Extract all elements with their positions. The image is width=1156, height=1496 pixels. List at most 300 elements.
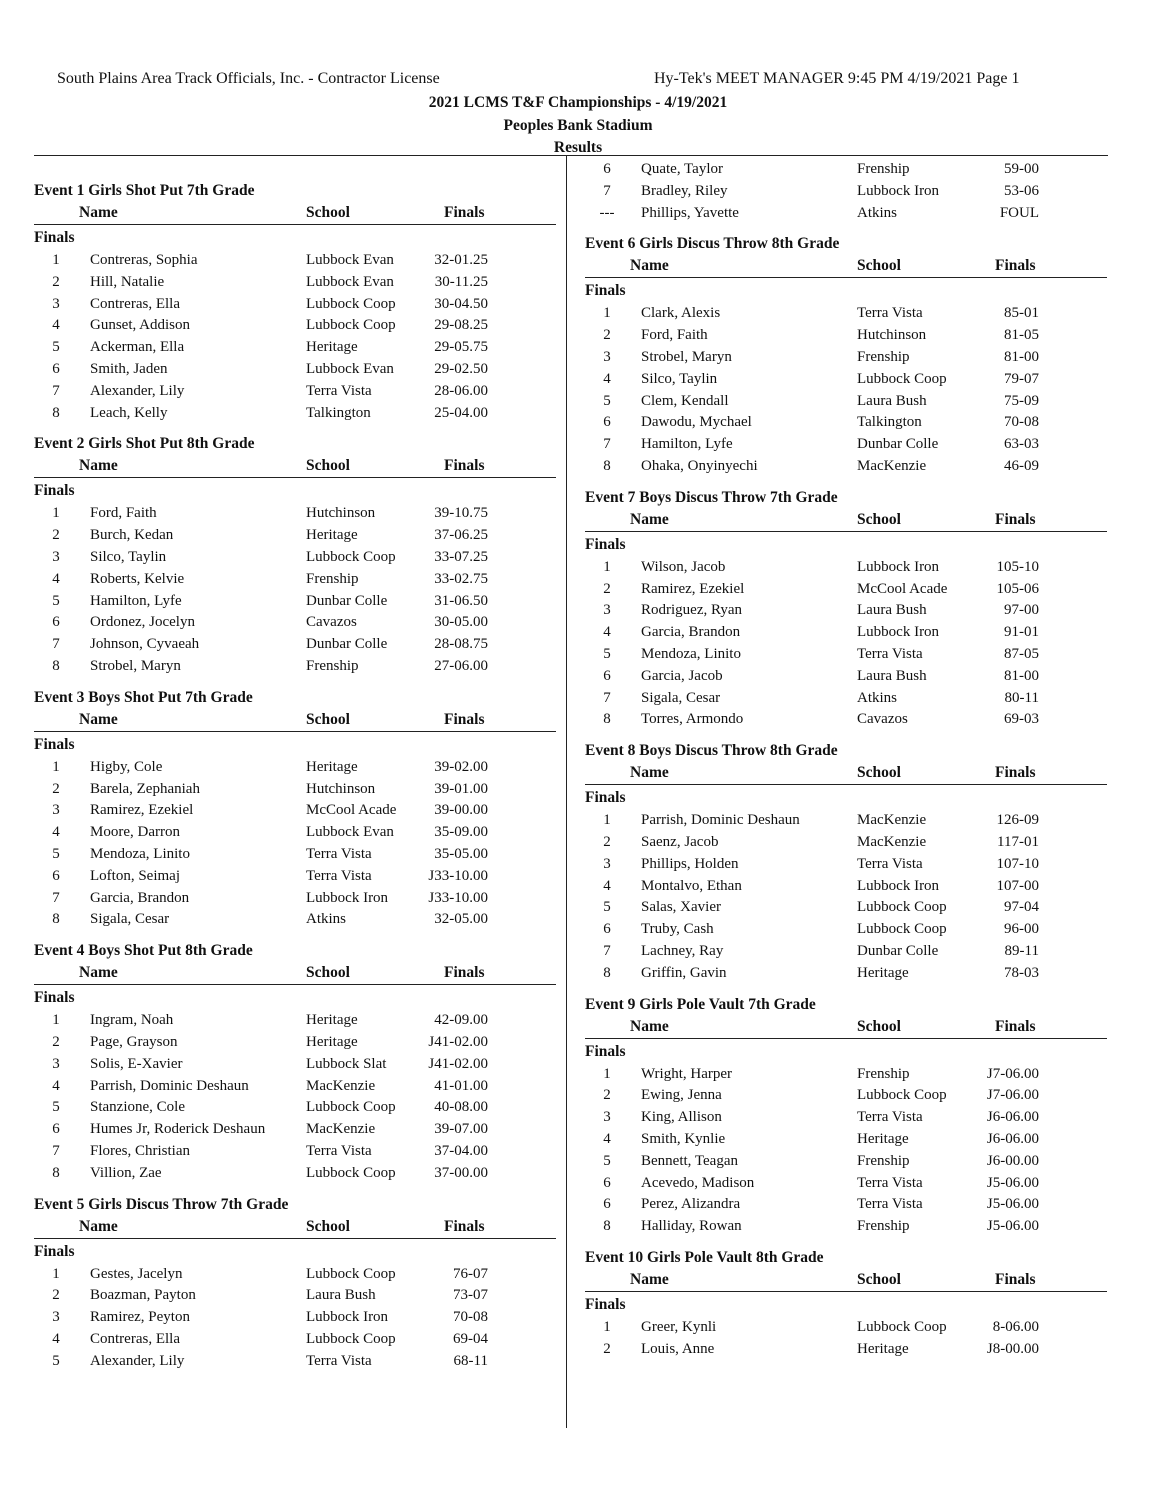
athlete-name-cell: Roberts, Kelvie [90, 570, 185, 587]
place-cell: 6 [603, 1196, 611, 1213]
school-cell: Terra Vista [306, 1352, 372, 1369]
mark-cell: 39-01.00 [434, 780, 488, 797]
place-cell: 7 [603, 942, 611, 959]
result-row [34, 908, 556, 930]
event-column-header [585, 255, 1107, 278]
athlete-name-cell: Griffin, Gavin [641, 964, 727, 981]
mark-cell: 29-05.75 [434, 339, 488, 356]
place-cell: 1 [52, 758, 60, 775]
mark-cell: 76-07 [453, 1265, 488, 1282]
result-row [585, 1172, 1107, 1194]
mark-cell: 30-11.25 [434, 273, 488, 290]
athlete-name-cell: Boazman, Payton [90, 1287, 196, 1304]
mark-cell: J33-10.00 [428, 867, 488, 884]
result-row [585, 346, 1107, 368]
finals-header: Finals [444, 710, 485, 728]
place-cell: 1 [52, 1012, 60, 1029]
result-row [34, 314, 556, 336]
school-cell: Terra Vista [306, 1142, 372, 1159]
result-row [34, 1140, 556, 1162]
athlete-name-cell: Phillips, Holden [641, 855, 739, 872]
athlete-name-cell: Parrish, Dominic Deshaun [641, 812, 800, 829]
school-cell: Laura Bush [306, 1287, 376, 1304]
mark-cell: 37-04.00 [434, 1142, 488, 1159]
mark-cell: J33-10.00 [428, 889, 488, 906]
athlete-name-cell: Higby, Cole [90, 758, 163, 775]
athlete-name-cell: Lofton, Seimaj [90, 867, 180, 884]
school-cell: Lubbock Coop [306, 1164, 396, 1181]
mark-cell: 30-04.50 [434, 295, 488, 312]
mark-cell: 39-00.00 [434, 802, 488, 819]
name-header: Name [79, 1217, 118, 1235]
result-row [34, 590, 556, 612]
school-cell: McCool Acade [306, 802, 397, 819]
event-title: Event 1 Girls Shot Put 7th Grade [34, 182, 255, 199]
place-cell: 5 [52, 592, 60, 609]
school-cell: Laura Bush [857, 602, 927, 619]
place-cell: 6 [603, 667, 611, 684]
athlete-name-cell: Ewing, Jenna [641, 1087, 722, 1104]
place-cell: 7 [603, 436, 611, 453]
place-cell: 5 [52, 339, 60, 356]
event-column-header [34, 962, 556, 985]
place-cell: 4 [52, 1077, 60, 1094]
result-row [34, 1031, 556, 1053]
place-cell: 2 [603, 833, 611, 850]
athlete-name-cell: Perez, Alizandra [641, 1196, 741, 1213]
school-header: School [857, 510, 901, 528]
school-cell: Terra Vista [857, 645, 923, 662]
result-row [585, 896, 1107, 918]
mark-cell: 81-00 [1004, 348, 1039, 365]
school-cell: Dunbar Colle [306, 592, 388, 609]
school-cell: Heritage [857, 1340, 909, 1357]
place-cell: 7 [603, 182, 611, 199]
athlete-name-cell: Dawodu, Mychael [641, 414, 752, 431]
mark-cell: 105-06 [996, 580, 1039, 597]
athlete-name-cell: Ohaka, Onyinyechi [641, 457, 758, 474]
athlete-name-cell: Louis, Anne [641, 1340, 715, 1357]
school-cell: MacKenzie [857, 457, 927, 474]
result-row [34, 1162, 556, 1184]
athlete-name-cell: Humes Jr, Roderick Deshaun [90, 1121, 266, 1138]
result-row [34, 756, 556, 778]
finals-header: Finals [444, 457, 485, 475]
place-cell: 4 [52, 1330, 60, 1347]
athlete-name-cell: Hill, Natalie [90, 273, 165, 290]
place-cell: 3 [52, 548, 60, 565]
school-cell: Terra Vista [857, 855, 923, 872]
result-row [585, 180, 1107, 202]
mark-cell: 29-02.50 [434, 360, 488, 377]
header-divider [34, 155, 1108, 156]
athlete-name-cell: Gestes, Jacelyn [90, 1265, 183, 1282]
name-header: Name [630, 1017, 669, 1035]
mark-cell: 69-04 [453, 1330, 488, 1347]
place-cell: 1 [52, 1265, 60, 1282]
finals-section-label: Finals [585, 282, 626, 300]
school-cell: Terra Vista [857, 1196, 923, 1213]
mark-cell: J5-06.00 [986, 1174, 1039, 1191]
place-cell: 1 [603, 558, 611, 575]
place-cell: 5 [603, 645, 611, 662]
mark-cell: 105-10 [996, 558, 1039, 575]
athlete-name-cell: Bennett, Teagan [641, 1152, 738, 1169]
mark-cell: 70-08 [453, 1309, 488, 1326]
athlete-name-cell: Smith, Jaden [90, 360, 168, 377]
place-cell: 6 [603, 161, 611, 177]
right-column [585, 158, 1107, 1359]
mark-cell: 70-08 [1004, 414, 1039, 431]
result-row [585, 1215, 1107, 1237]
name-header: Name [630, 1270, 669, 1288]
place-cell: 5 [603, 1152, 611, 1169]
mark-cell: 46-09 [1004, 457, 1039, 474]
result-row [34, 633, 556, 655]
place-cell: 4 [603, 370, 611, 387]
event-title: Event 7 Boys Discus Throw 7th Grade [585, 488, 838, 506]
place-cell: 1 [603, 305, 611, 322]
school-cell: Lubbock Coop [306, 1099, 396, 1116]
result-row [34, 1096, 556, 1118]
athlete-name-cell: Alexander, Lily [90, 382, 185, 399]
place-cell: 5 [603, 392, 611, 409]
place-cell: 6 [603, 414, 611, 431]
school-cell: Talkington [306, 404, 371, 421]
school-cell: Terra Vista [306, 867, 372, 884]
result-row [34, 1284, 556, 1306]
athlete-name-cell: Torres, Armondo [641, 711, 744, 728]
athlete-name-cell: Alexander, Lily [90, 1352, 185, 1369]
athlete-name-cell: Mendoza, Linito [641, 645, 741, 662]
school-cell: Cavazos [306, 614, 357, 631]
result-row [585, 621, 1107, 643]
place-cell: 3 [52, 295, 60, 312]
result-row [34, 843, 556, 865]
name-header: Name [79, 964, 118, 982]
finals-section-label: Finals [585, 1295, 626, 1313]
place-cell: 8 [603, 1218, 611, 1235]
result-row [585, 455, 1107, 477]
school-cell: Laura Bush [857, 667, 927, 684]
result-row [34, 502, 556, 524]
school-cell: Dunbar Colle [857, 436, 939, 453]
mark-cell: 80-11 [1004, 689, 1039, 706]
school-cell: Heritage [857, 1130, 909, 1147]
mark-cell: 73-07 [453, 1287, 488, 1304]
athlete-name-cell: Ordonez, Jocelyn [90, 614, 195, 631]
result-row [585, 918, 1107, 940]
school-cell: Frenship [857, 161, 910, 177]
mark-cell: 29-08.25 [434, 317, 488, 334]
school-cell: Terra Vista [857, 1174, 923, 1191]
finals-header: Finals [995, 764, 1036, 782]
name-header: Name [630, 510, 669, 528]
mark-cell: 30-05.00 [434, 614, 488, 631]
school-cell: Lubbock Evan [306, 252, 394, 268]
result-row [585, 556, 1107, 578]
place-cell: 8 [52, 657, 60, 674]
mark-cell: J5-06.00 [986, 1196, 1039, 1213]
mark-cell: J8-00.00 [986, 1340, 1039, 1357]
result-row [34, 336, 556, 358]
school-cell: Laura Bush [857, 392, 927, 409]
result-row [585, 368, 1107, 390]
athlete-name-cell: Bradley, Riley [641, 182, 728, 199]
athlete-name-cell: Lachney, Ray [641, 942, 724, 959]
result-row [34, 865, 556, 887]
result-row [585, 599, 1107, 621]
place-cell: 5 [52, 1099, 60, 1116]
finals-header: Finals [444, 204, 485, 221]
mark-cell: 85-01 [1004, 305, 1039, 322]
finals-section-label: Finals [34, 482, 75, 500]
result-row [585, 809, 1107, 831]
result-row [585, 940, 1107, 962]
mark-cell: 53-06 [1004, 182, 1039, 199]
athlete-name-cell: Flores, Christian [90, 1142, 190, 1159]
school-header: School [857, 1270, 901, 1288]
mark-cell: 96-00 [1004, 921, 1039, 938]
place-cell: 3 [603, 855, 611, 872]
result-row [34, 249, 556, 271]
place-cell: 4 [52, 824, 60, 841]
result-row [34, 380, 556, 402]
result-row [34, 358, 556, 380]
mark-cell: 28-06.00 [434, 382, 488, 399]
mark-cell: 91-01 [1004, 624, 1039, 641]
event-column-header [34, 455, 556, 478]
school-cell: Lubbock Evan [306, 360, 394, 377]
athlete-name-cell: Silco, Taylin [90, 548, 167, 565]
school-cell: Lubbock Coop [306, 1265, 396, 1282]
mark-cell: 126-09 [996, 812, 1039, 829]
result-row [34, 1263, 556, 1285]
athlete-name-cell: Sigala, Cesar [641, 689, 721, 706]
result-row [585, 643, 1107, 665]
athlete-name-cell: Stanzione, Cole [90, 1099, 185, 1116]
header-right: Hy-Tek's MEET MANAGER 9:45 PM 4/19/2021 Page 1 [654, 70, 1020, 87]
school-header: School [306, 964, 350, 982]
school-cell: Cavazos [857, 711, 908, 728]
athlete-name-cell: Saenz, Jacob [641, 833, 719, 850]
mark-cell: 37-00.00 [434, 1164, 488, 1181]
mark-cell: J41-02.00 [428, 1033, 488, 1050]
mark-cell: 32-05.00 [434, 911, 488, 928]
mark-cell: 35-05.00 [434, 845, 488, 862]
school-cell: Atkins [306, 911, 347, 928]
result-row [34, 821, 556, 843]
place-cell: 7 [52, 1142, 60, 1159]
place-cell: 6 [52, 1121, 60, 1138]
result-row [34, 402, 556, 424]
athlete-name-cell: Ramirez, Ezekiel [641, 580, 745, 597]
result-row [34, 1350, 556, 1372]
result-row [585, 708, 1107, 730]
athlete-name-cell: Solis, E-Xavier [90, 1055, 183, 1072]
school-cell: Heritage [306, 527, 358, 544]
result-row [585, 687, 1107, 709]
athlete-name-cell: Strobel, Maryn [641, 348, 732, 365]
athlete-name-cell: Acevedo, Madison [641, 1174, 755, 1191]
school-header: School [306, 710, 350, 728]
column-divider [566, 155, 567, 1428]
place-cell: 3 [52, 1309, 60, 1326]
school-cell: Lubbock Coop [306, 295, 396, 312]
place-cell: 6 [52, 614, 60, 631]
mark-cell: 33-02.75 [434, 570, 488, 587]
athlete-name-cell: Leach, Kelly [90, 404, 168, 421]
athlete-name-cell: Burch, Kedan [90, 527, 174, 544]
place-cell: 1 [52, 505, 60, 522]
mark-cell: 39-07.00 [434, 1121, 488, 1138]
place-cell: 3 [603, 348, 611, 365]
school-cell: Lubbock Coop [857, 370, 947, 387]
mark-cell: 97-00 [1004, 602, 1039, 619]
mark-cell: 81-05 [1004, 327, 1039, 344]
athlete-name-cell: Smith, Kynlie [641, 1130, 726, 1147]
result-row [585, 1316, 1107, 1338]
school-cell: Lubbock Coop [857, 1087, 947, 1104]
left-column [34, 158, 556, 1371]
place-cell: 5 [52, 1352, 60, 1369]
result-row [585, 1063, 1107, 1085]
school-cell: Hutchinson [306, 505, 376, 522]
result-row [34, 655, 556, 677]
mark-cell: 37-06.25 [434, 527, 488, 544]
finals-section-label: Finals [585, 535, 626, 553]
school-cell: Terra Vista [857, 305, 923, 322]
athlete-name-cell: Wilson, Jacob [641, 558, 726, 575]
result-row [585, 853, 1107, 875]
athlete-name-cell: Rodriguez, Ryan [641, 602, 743, 619]
event-title: Event 9 Girls Pole Vault 7th Grade [585, 995, 816, 1013]
mark-cell: 25-04.00 [434, 404, 488, 421]
result-row [585, 202, 1107, 224]
school-cell: Terra Vista [857, 1109, 923, 1126]
mark-cell: 41-01.00 [434, 1077, 488, 1094]
place-cell: 3 [603, 1109, 611, 1126]
mark-cell: 42-09.00 [434, 1012, 488, 1029]
place-cell: 3 [603, 602, 611, 619]
school-cell: Heritage [306, 1012, 358, 1029]
result-row [34, 799, 556, 821]
school-cell: Lubbock Iron [857, 877, 940, 894]
school-cell: Heritage [857, 964, 909, 981]
place-cell: 7 [52, 636, 60, 653]
school-cell: MacKenzie [857, 833, 927, 850]
athlete-name-cell: Garcia, Jacob [641, 667, 723, 684]
place-cell: 8 [52, 1164, 60, 1181]
finals-header: Finals [444, 964, 485, 982]
mark-cell: 27-06.00 [434, 657, 488, 674]
mark-cell: 8-06.00 [992, 1318, 1039, 1335]
athlete-name-cell: Wright, Harper [641, 1065, 733, 1082]
mark-cell: J6-06.00 [986, 1109, 1039, 1126]
place-cell: 8 [603, 964, 611, 981]
school-header: School [857, 764, 901, 782]
school-cell: Lubbock Coop [306, 317, 396, 334]
athlete-name-cell: Johnson, Cyvaeah [90, 636, 200, 653]
event-column-header [585, 762, 1107, 785]
result-row [34, 887, 556, 909]
athlete-name-cell: Salas, Xavier [641, 899, 721, 916]
place-cell: 2 [603, 327, 611, 344]
school-cell: Frenship [857, 1218, 910, 1235]
mark-cell: 39-02.00 [434, 758, 488, 775]
finals-header: Finals [995, 1270, 1036, 1288]
finals-header: Finals [995, 1017, 1036, 1035]
place-cell: 2 [52, 527, 60, 544]
place-cell: 7 [603, 689, 611, 706]
athlete-name-cell: Contreras, Ella [90, 1330, 180, 1347]
mark-cell: J5-06.00 [986, 1218, 1039, 1235]
result-row [585, 1193, 1107, 1215]
result-row [34, 271, 556, 293]
result-row [585, 831, 1107, 853]
athlete-name-cell: Quate, Taylor [641, 161, 723, 177]
place-cell: 6 [603, 921, 611, 938]
mark-cell: 33-07.25 [434, 548, 488, 565]
school-cell: MacKenzie [306, 1121, 376, 1138]
athlete-name-cell: Halliday, Rowan [641, 1218, 742, 1235]
athlete-name-cell: Ford, Faith [641, 327, 708, 344]
athlete-name-cell: Silco, Taylin [641, 370, 718, 387]
athlete-name-cell: Parrish, Dominic Deshaun [90, 1077, 249, 1094]
result-row [585, 158, 1107, 180]
school-cell: Lubbock Coop [306, 1330, 396, 1347]
result-row [34, 1053, 556, 1075]
athlete-name-cell: Moore, Darron [90, 824, 180, 841]
finals-header: Finals [995, 510, 1036, 528]
athlete-name-cell: Clem, Kendall [641, 392, 729, 409]
result-row [34, 611, 556, 633]
school-cell: Dunbar Colle [306, 636, 388, 653]
school-cell: Lubbock Coop [306, 548, 396, 565]
athlete-name-cell: Mendoza, Linito [90, 845, 190, 862]
school-cell: Terra Vista [306, 382, 372, 399]
finals-section-label: Finals [34, 229, 75, 246]
school-cell: Hutchinson [306, 780, 376, 797]
mark-cell: 31-06.50 [434, 592, 488, 609]
school-cell: Frenship [306, 657, 359, 674]
result-row [585, 962, 1107, 984]
place-cell: 2 [52, 780, 60, 797]
result-row [585, 1150, 1107, 1172]
school-cell: Lubbock Iron [857, 624, 940, 641]
mark-cell: 107-00 [996, 877, 1039, 894]
school-cell: Talkington [857, 414, 922, 431]
venue-title: Peoples Bank Stadium [503, 117, 653, 134]
mark-cell: 107-10 [996, 855, 1039, 872]
athlete-name-cell: Contreras, Ella [90, 295, 180, 312]
school-cell: Lubbock Slat [306, 1055, 387, 1072]
school-cell: McCool Acade [857, 580, 948, 597]
place-cell: 4 [52, 570, 60, 587]
result-row [34, 1009, 556, 1031]
mark-cell: 79-07 [1004, 370, 1039, 387]
name-header: Name [630, 764, 669, 782]
school-cell: Lubbock Iron [857, 558, 940, 575]
result-row [585, 578, 1107, 600]
mark-cell: 117-01 [997, 833, 1039, 850]
athlete-name-cell: Ramirez, Peyton [90, 1309, 190, 1326]
school-cell: Lubbock Iron [306, 889, 389, 906]
result-row [34, 1118, 556, 1140]
mark-cell: 78-03 [1004, 964, 1039, 981]
athlete-name-cell: Villion, Zae [90, 1164, 162, 1181]
athlete-name-cell: Garcia, Brandon [641, 624, 741, 641]
